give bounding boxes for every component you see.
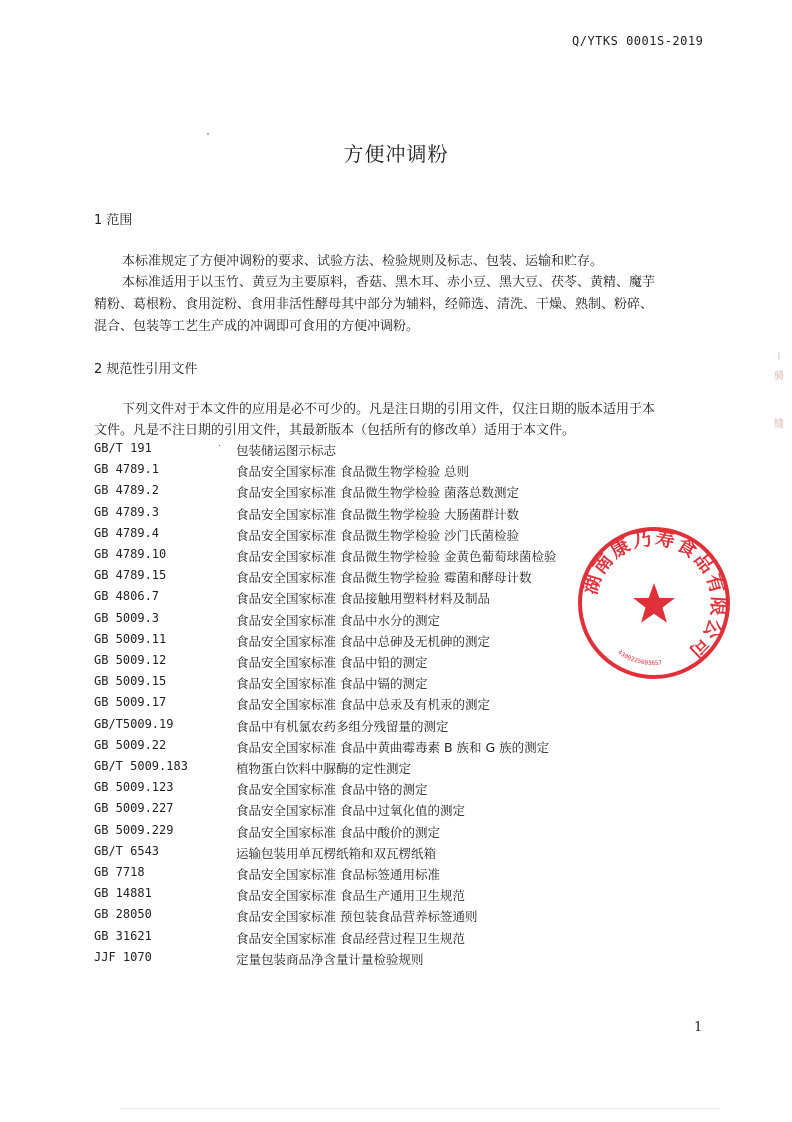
reference-code: GB 5009.12: [94, 653, 167, 667]
reference-title: 食品安全国家标准 食品微生物学检验 总则: [236, 464, 469, 479]
reference-title: 食品安全国家标准 预包装食品营养标签通则: [236, 909, 478, 924]
reference-code: GB 5009.123: [94, 780, 174, 794]
reference-title: 食品安全国家标准 食品中水分的测定: [236, 613, 440, 628]
stray-mark: ·: [218, 441, 222, 452]
reference-title: 食品安全国家标准 食品中过氧化值的测定: [236, 803, 465, 818]
reference-title: 食品安全国家标准 食品中酸价的测定: [236, 825, 440, 840]
reference-title: 食品中有机氯农药多组分残留量的测定: [236, 719, 449, 734]
reference-title: 食品安全国家标准 食品中铅的测定: [236, 655, 428, 670]
reference-title: 食品安全国家标准 食品生产通用卫生规范: [236, 888, 465, 903]
document-title: 方便冲调粉: [343, 142, 449, 166]
edge-seam-mark-3: 缝: [774, 419, 784, 430]
reference-title: 食品安全国家标准 食品微生物学检验 菌落总数测定: [236, 485, 519, 500]
reference-title: 食品安全国家标准 食品经营过程卫生规范: [236, 931, 465, 946]
reference-code: GB 5009.15: [94, 674, 167, 688]
reference-code: GB 4789.15: [94, 568, 167, 582]
reference-title: 食品安全国家标准 食品接触用塑料材料及制品: [236, 591, 490, 606]
reference-code: GB/T 191: [94, 441, 152, 455]
reference-title: 食品安全国家标准 食品微生物学检验 霉菌和酵母计数: [236, 570, 532, 585]
references-intro-line-1: 下列文件对于本文件的应用是必不可少的。凡是注日期的引用文件，仅注日期的版本适用于本: [122, 402, 656, 417]
page-number: 1: [694, 1020, 703, 1035]
scan-speck: [207, 133, 209, 135]
scope-paragraph-1: 本标准规定了方便冲调粉的要求、试验方法、检验规则及标志、包装、运输和贮存。: [122, 254, 604, 269]
reference-title: 食品安全国家标准 食品中黄曲霉毒素 B 族和 G 族的测定: [236, 740, 550, 755]
edge-seam-mark-2: 骑: [774, 371, 784, 382]
reference-title: 食品安全国家标准 食品中总砷及无机砷的测定: [236, 634, 490, 649]
reference-code: GB 5009.11: [94, 632, 167, 646]
reference-title: 食品安全国家标准 食品微生物学检验 沙门氏菌检验: [236, 528, 519, 543]
reference-code: GB/T5009.19: [94, 717, 174, 731]
reference-title: 食品安全国家标准 食品微生物学检验 金黄色葡萄球菌检验: [236, 549, 557, 564]
reference-code: GB/T 6543: [94, 844, 160, 858]
reference-title: 食品安全国家标准 食品中镉的测定: [236, 676, 428, 691]
reference-code: GB 5009.17: [94, 695, 167, 709]
reference-code: GB 5009.22: [94, 738, 167, 752]
scope-paragraph-2-line-1: 本标准适用于以玉竹、黄豆为主要原料，香菇、黑木耳、赤小豆、黑大豆、茯苓、黄精、魔芋: [122, 275, 656, 290]
reference-code: GB 4789.2: [94, 483, 160, 497]
seal-star-icon: [633, 583, 675, 623]
scan-edge-line: [120, 1108, 720, 1109]
reference-code: GB 14881: [94, 886, 152, 900]
reference-title: 食品安全国家标准 食品微生物学检验 大肠菌群计数: [236, 507, 519, 522]
reference-title: 定量包装商品净含量计量检验规则: [236, 952, 424, 967]
section-1-heading: 1 范围: [94, 213, 133, 228]
company-seal: [574, 523, 734, 683]
section-2-heading: 2 规范性引用文件: [94, 362, 198, 377]
reference-code: GB 28050: [94, 907, 152, 921]
edge-seam-mark-1: ⁞: [777, 351, 781, 362]
reference-title: 食品安全国家标准 食品中总汞及有机汞的测定: [236, 697, 490, 712]
scope-paragraph-2-line-2: 精粉、葛根粉、食用淀粉、食用非活性酵母其中部分为辅料，经筛选、清洗、干燥、熟制、粉碎、: [94, 297, 654, 312]
reference-title: 食品安全国家标准 食品标签通用标准: [236, 867, 440, 882]
reference-code: GB 5009.227: [94, 801, 174, 815]
scope-paragraph-2-line-3: 混合、包装等工艺生产成的冲调即可食用的方便冲调粉。: [94, 319, 420, 334]
reference-title: 植物蛋白饮料中脲酶的定性测定: [236, 761, 412, 776]
reference-code: GB 4789.4: [94, 526, 160, 540]
reference-code: GB 31621: [94, 929, 152, 943]
reference-code: GB 7718: [94, 865, 145, 879]
reference-code: GB 5009.229: [94, 823, 174, 837]
reference-code: GB 4806.7: [94, 589, 160, 603]
reference-title: 运输包装用单瓦楞纸箱和双瓦楞纸箱: [236, 846, 437, 861]
references-intro-line-2: 文件。凡是不注日期的引用文件，其最新版本（包括所有的修改单）适用于本文件。: [94, 423, 576, 438]
document-code: Q/YTKS 0001S-2019: [572, 34, 704, 48]
reference-code: GB 4789.3: [94, 505, 160, 519]
reference-code: GB 4789.1: [94, 462, 160, 476]
reference-title: 包装储运图示标志: [236, 443, 337, 458]
reference-title: 食品安全国家标准 食品中铬的测定: [236, 782, 428, 797]
reference-code: GB/T 5009.183: [94, 759, 188, 773]
seal-number-text: 4309225003657: [616, 649, 663, 668]
reference-code: GB 5009.3: [94, 611, 160, 625]
reference-code: GB 4789.10: [94, 547, 167, 561]
reference-code: JJF 1070: [94, 950, 152, 964]
seal-company-text: 湖南康乃寿食品有限公司: [579, 527, 730, 664]
